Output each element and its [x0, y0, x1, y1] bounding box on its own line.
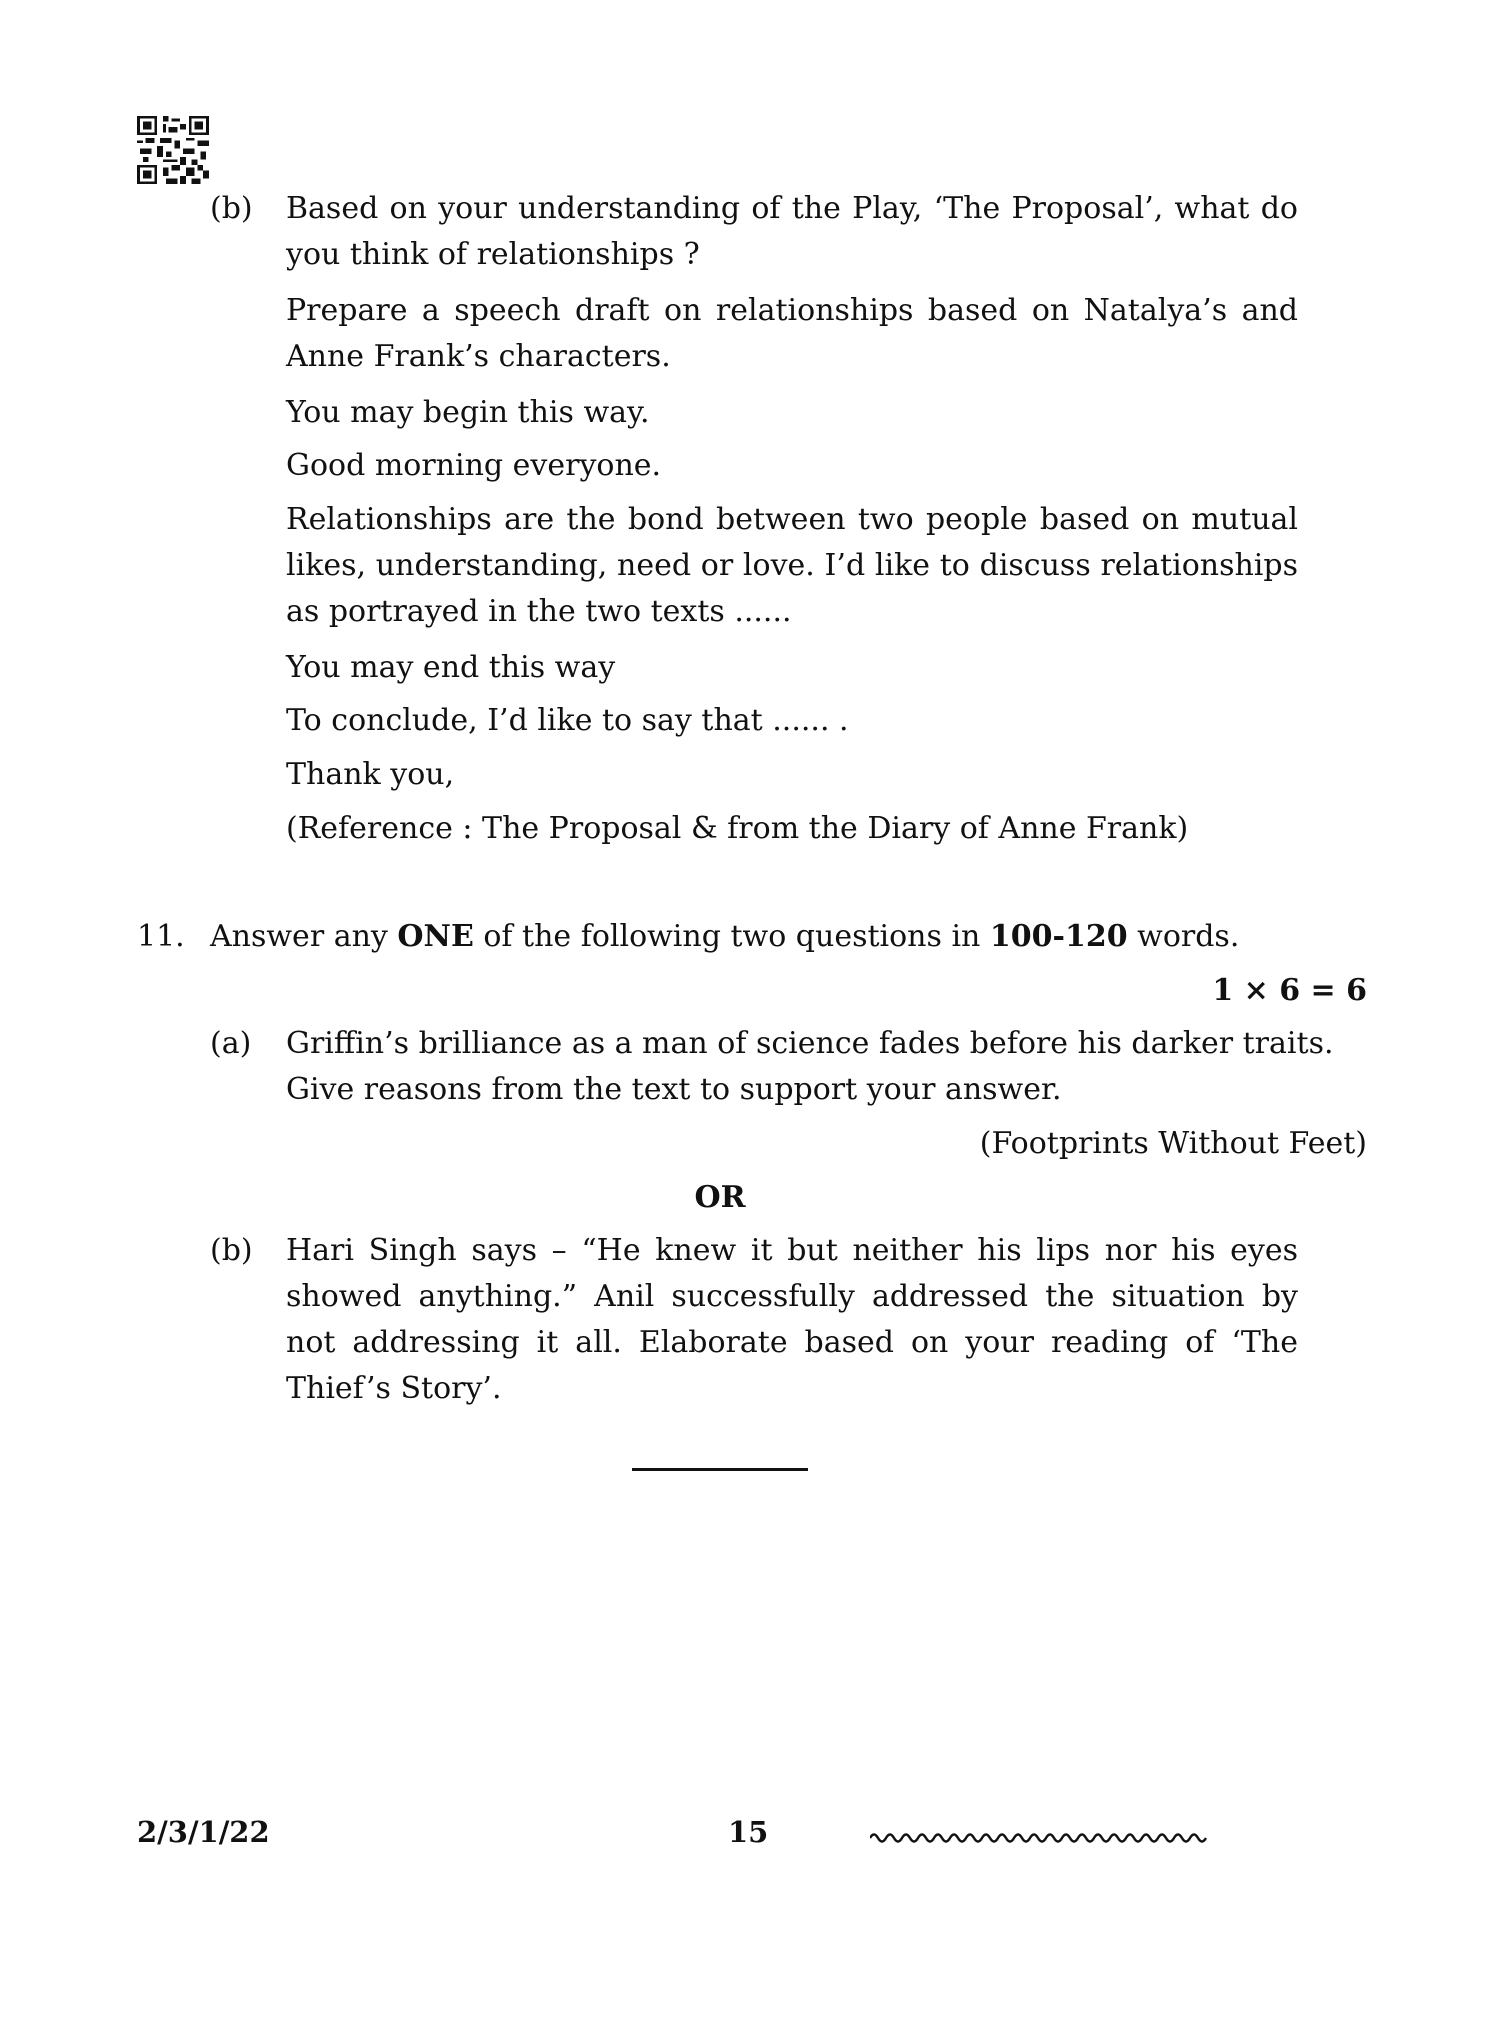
reference-line: (Reference : The Proposal & from the Diary of Anne Frank): [286, 811, 1189, 846]
squiggle-line-icon: [870, 1830, 1210, 1846]
instruction-middle: of the following two questions in: [473, 919, 990, 954]
instruction-suffix: words.: [1127, 919, 1240, 954]
instruction-prefix: Answer any: [210, 919, 398, 954]
greeting-line: Good morning everyone.: [286, 448, 662, 483]
page-number: 15: [728, 1815, 769, 1849]
question-11a-label: (a): [210, 1026, 252, 1061]
question-11b-text: Hari Singh says – “He knew it but neither his lips nor his eyes showed anything.” Anil successfully addressed the situation by not addressing it all. Elaborate based on your reading of ‘The Thief’s Story’.: [286, 1233, 1298, 1406]
or-divider: OR: [694, 1180, 746, 1215]
instruction-words: 100-120: [989, 919, 1128, 954]
question-11a-line-2: Give reasons from the text to support your answer.: [286, 1072, 1062, 1107]
question-11a-line-1: Griffin’s brilliance as a man of science fades before his darker traits.: [286, 1026, 1334, 1061]
marks-allocation: 1 × 6 = 6: [1212, 973, 1367, 1008]
end-rule: [632, 1468, 808, 1471]
question-11a-source: (Footprints Without Feet): [979, 1126, 1367, 1161]
question-11b-label: (b): [210, 1233, 253, 1268]
begin-hint: You may begin this way.: [286, 395, 650, 430]
question-10b-text: Based on your understanding of the Play, ‘The Proposal’, what do you think of relationships ?: [286, 191, 1298, 272]
question-11-number: 11.: [137, 919, 185, 954]
qr-code-icon: [137, 116, 209, 184]
question-10b-label: (b): [210, 191, 253, 226]
speech-prompt: Prepare a speech draft on relationships based on Natalya’s and Anne Frank’s characters.: [286, 293, 1298, 374]
conclusion-line: To conclude, I’d like to say that ...... .: [286, 703, 849, 738]
question-11-instruction: [210, 914, 1239, 960]
end-hint: You may end this way: [286, 650, 616, 685]
thanks-line: Thank you,: [286, 757, 455, 792]
opening-paragraph: Relationships are the bond between two people based on mutual likes, understanding, need or love. I’d like to discuss relationships as portrayed in the two texts ......: [286, 502, 1298, 629]
paper-code: 2/3/1/22: [137, 1815, 270, 1849]
instruction-one: ONE: [397, 919, 474, 954]
